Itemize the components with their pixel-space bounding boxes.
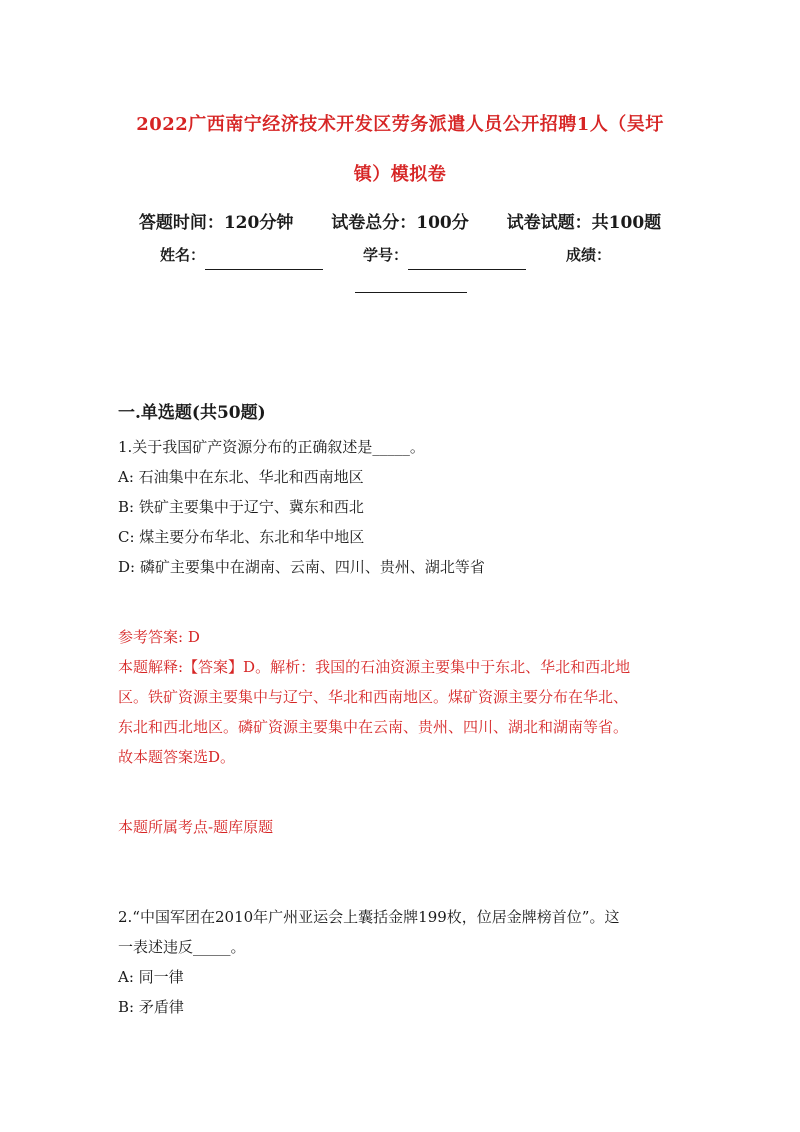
grade-blank bbox=[355, 270, 467, 293]
name-blank bbox=[205, 247, 323, 270]
option-a: A: 同一律 bbox=[118, 968, 184, 986]
question-stem-line1: 2.“中国军团在2010年广州亚运会上囊括金牌199枚，位居金牌榜首位”。这 bbox=[118, 908, 620, 926]
exam-total-score: 试卷总分：100分 bbox=[331, 213, 469, 233]
name-label: 姓名： bbox=[160, 246, 206, 264]
student-info bbox=[160, 240, 650, 293]
knowledge-point: 本题所属考点-题库原题 bbox=[118, 818, 274, 836]
option-d: D: 磷矿主要集中在湖南、云南、四川、贵州、湖北等省 bbox=[118, 558, 485, 576]
id-field bbox=[363, 240, 526, 270]
id-blank bbox=[408, 247, 526, 270]
exam-question-count: 试卷试题：共100题 bbox=[506, 213, 662, 233]
question-2 bbox=[118, 902, 678, 1022]
exam-meta bbox=[0, 208, 800, 238]
id-label: 学号： bbox=[363, 246, 409, 264]
question-1 bbox=[118, 432, 678, 582]
explanation-line4: 故本题答案选D。 bbox=[118, 748, 236, 766]
option-c: C: 煤主要分布华北、东北和华中地区 bbox=[118, 528, 365, 546]
section-heading: 一.单选题(共50题) bbox=[118, 403, 266, 423]
option-b: B: 矛盾律 bbox=[118, 998, 184, 1016]
exam-title-line1: 2022广西南宁经济技术开发区劳务派遣人员公开招聘1人（吴圩 bbox=[136, 114, 664, 135]
exam-title-line2: 镇）模拟卷 bbox=[353, 164, 447, 185]
exam-time: 答题时间：120分钟 bbox=[138, 213, 294, 233]
question-stem-line2: 一表述违反_____。 bbox=[118, 938, 246, 956]
explanation-line2: 区。铁矿资源主要集中与辽宁、华北和西南地区。煤矿资源主要分布在华北、 bbox=[118, 688, 629, 706]
answer-text: 参考答案: D bbox=[118, 628, 200, 646]
grade-label: 成绩： bbox=[566, 246, 612, 264]
question-stem: 1.关于我国矿产资源分布的正确叙述是_____。 bbox=[118, 438, 425, 456]
exam-title bbox=[110, 100, 690, 200]
explanation-line1: 本题解释:【答案】D。解析：我国的石油资源主要集中于东北、华北和西北地 bbox=[118, 658, 631, 676]
grade-field bbox=[566, 240, 611, 270]
name-field bbox=[160, 240, 323, 270]
explanation-line3: 东北和西北地区。磷矿资源主要集中在云南、贵州、四川、湖北和湖南等省。 bbox=[118, 718, 629, 736]
option-b: B: 铁矿主要集中于辽宁、冀东和西北 bbox=[118, 498, 364, 516]
answer-block bbox=[118, 622, 678, 772]
option-a: A: 石油集中在东北、华北和西南地区 bbox=[118, 468, 364, 486]
